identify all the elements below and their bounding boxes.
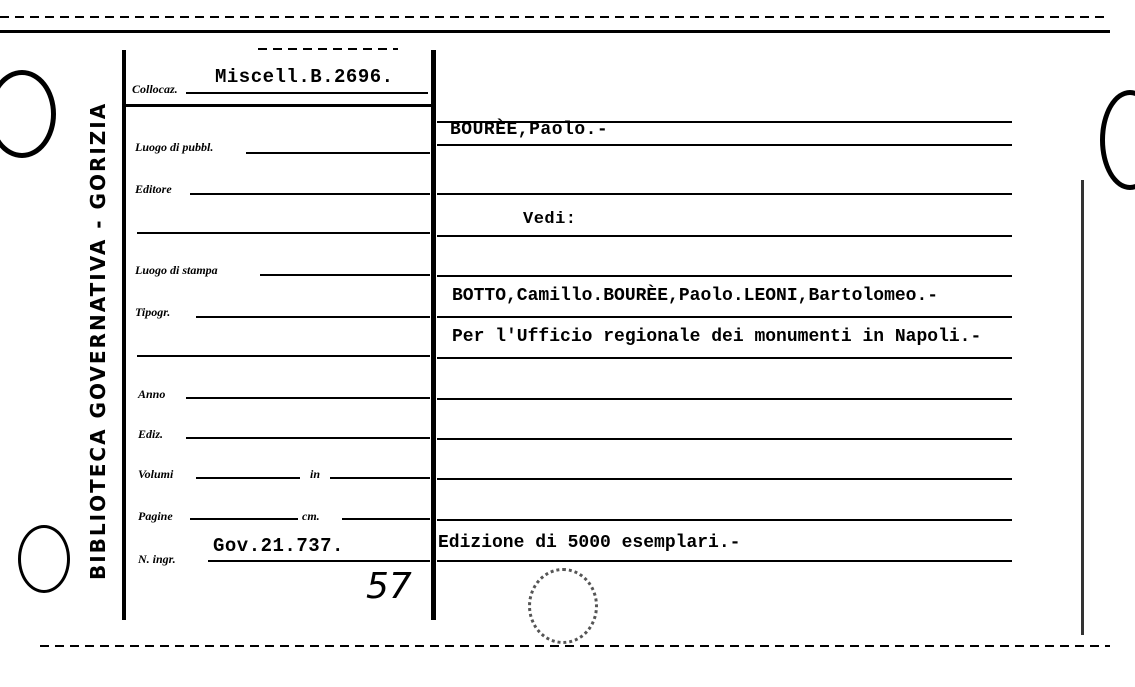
handwritten-number: 57 [366, 566, 412, 607]
ediz-line [186, 437, 430, 439]
right-line-5 [437, 275, 1012, 277]
n-ingr-value: Gov.21.737. [213, 535, 344, 557]
volumi-line [196, 477, 300, 479]
header-dash [258, 48, 398, 50]
bottom-edge [40, 645, 1110, 647]
right-line-2 [437, 144, 1012, 146]
anno-line [186, 397, 430, 399]
luogo-pubbl-label: Luogo di pubbl. [135, 140, 214, 154]
punch-hole-right [1100, 90, 1135, 190]
cm-line [342, 518, 430, 520]
collocazione-label: Collocaz. [132, 82, 178, 96]
top-edge [0, 16, 1110, 18]
punch-hole-left-bottom [18, 525, 70, 593]
right-line-9 [437, 438, 1012, 440]
right-line-6 [437, 316, 1012, 318]
title-entry: Per l'Ufficio regionale dei monumenti in Napoli.- [452, 327, 982, 347]
tipogr-line-2 [137, 355, 430, 357]
in-label: in [310, 467, 321, 481]
header-separator [126, 104, 431, 107]
middle-rule [431, 50, 436, 620]
vedi-label: Vedi: [523, 210, 577, 229]
right-line-8 [437, 398, 1012, 400]
edition-note: Edizione di 5000 esemplari.- [438, 533, 741, 553]
author-heading: BOURÈE,Paolo.- [450, 120, 609, 140]
punch-hole-left-top [0, 70, 56, 158]
collocazione-value: Miscell.B.2696. [215, 66, 394, 88]
left-rule [122, 50, 126, 620]
right-line-4 [437, 235, 1012, 237]
top-border [0, 30, 1110, 33]
right-line-7 [437, 357, 1012, 359]
collocazione-line [186, 92, 428, 94]
pagine-line [190, 518, 298, 520]
luogo-pubbl-line [246, 152, 430, 154]
library-stamp: BIBLIOTECA GOVERNATIVA - GORIZIA [86, 101, 110, 580]
luogo-stampa-label: Luogo di stampa [135, 263, 218, 277]
luogo-stampa-line [260, 274, 430, 276]
right-line-10 [437, 478, 1012, 480]
punch-hole-bottom-center [528, 568, 598, 644]
see-also-entry: BOTTO,Camillo.BOURÈE,Paolo.LEONI,Bartolomeo.- [452, 286, 939, 306]
tipogr-label: Tipogr. [135, 305, 171, 319]
n-ingr-label: N. ingr. [138, 552, 176, 566]
right-line-11 [437, 519, 1012, 521]
editore-line-2 [137, 232, 430, 234]
editore-label: Editore [135, 182, 172, 196]
n-ingr-line [208, 560, 430, 562]
editore-line [190, 193, 430, 195]
cm-label: cm. [302, 509, 320, 523]
pagine-label: Pagine [138, 509, 173, 523]
anno-label: Anno [138, 387, 166, 401]
in-line [330, 477, 430, 479]
volumi-label: Volumi [138, 467, 174, 481]
tipogr-line [196, 316, 430, 318]
right-line-12 [437, 560, 1012, 562]
ediz-label: Ediz. [138, 427, 164, 441]
right-line-3 [437, 193, 1012, 195]
card-right-edge [1081, 180, 1084, 635]
